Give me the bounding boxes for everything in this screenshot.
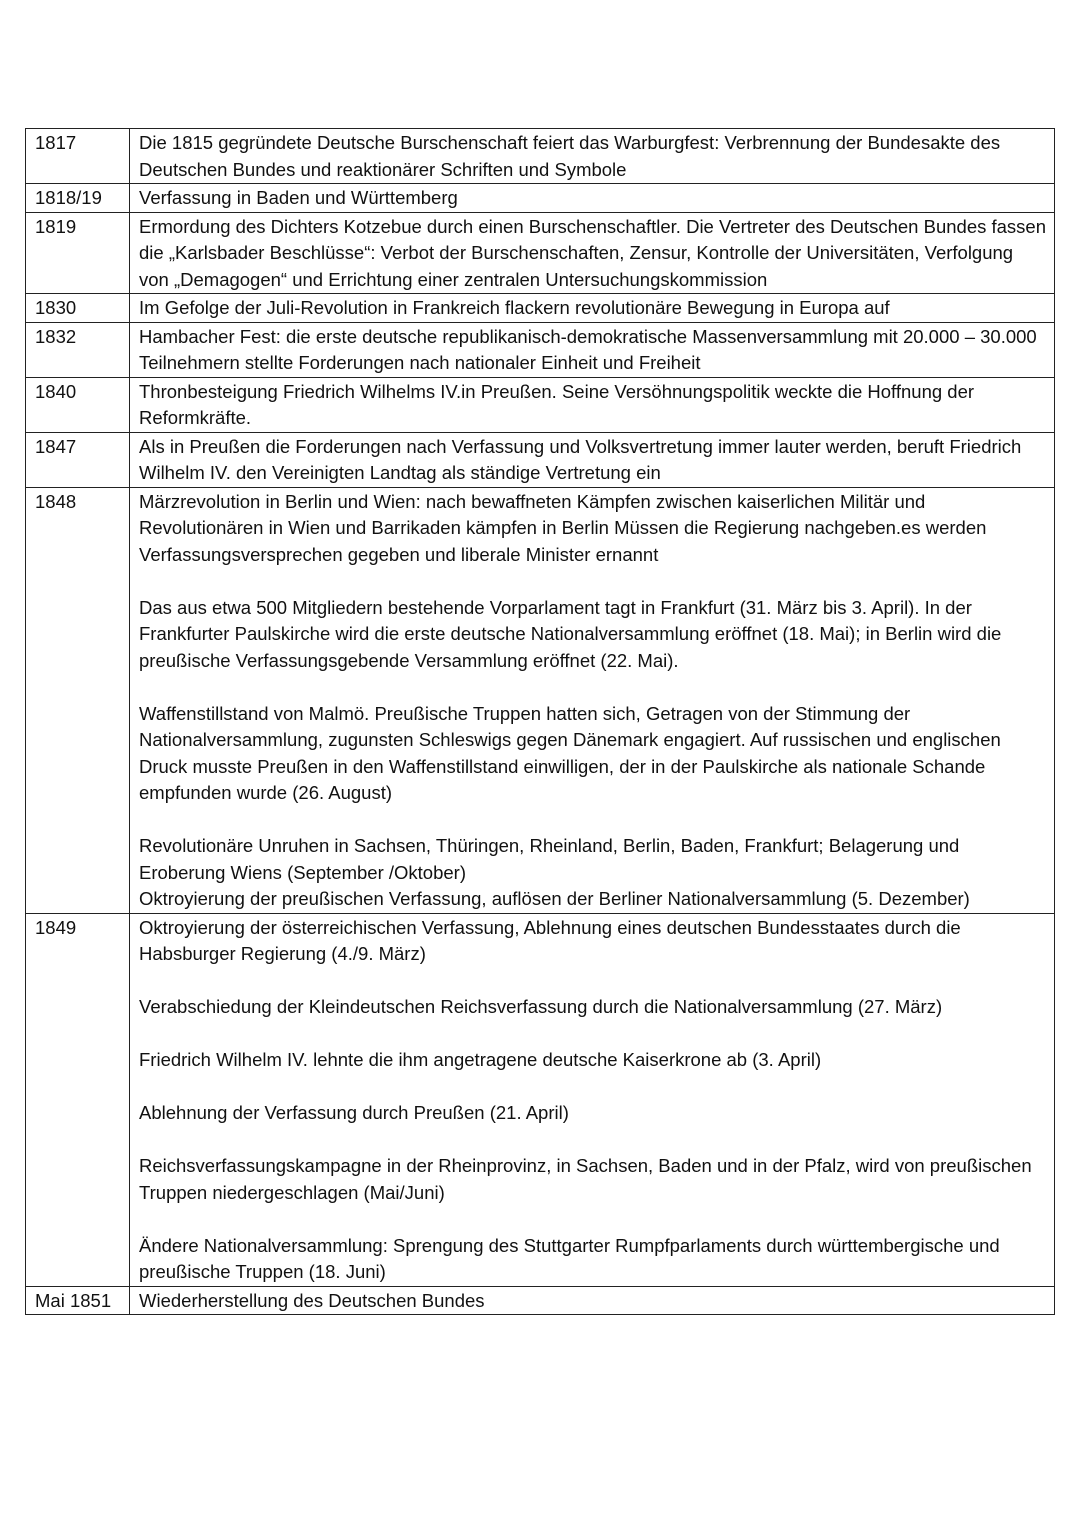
- event-cell: [130, 294, 1055, 323]
- event-text: Hambacher Fest: die erste deutsche republikanisch-demokratische Massenversammlung mit 20.000 – 30.000 Teilnehmern stellte Forderungen nach nationaler Einheit und Freiheit: [139, 325, 1037, 373]
- event-text: Die 1815 gegründete Deutsche Burschenschaft feiert das Warburgfest: Verbrennung der Bundesakte des Deutschen Bundes und reaktionärer Schriften und Symbole: [139, 132, 1001, 180]
- event-text: Ermordung des Dichters Kotzebue durch einen Burschenschaftler. Die Vertreter des Deutschen Bundes fassen die „Karlsbader Beschlüsse“: Verbot der Burschenschaften, Zensur, Kontrolle der Universitäten, Verfolgung von „Demagogen“ und Errichtung einer zentralen Untersuchungskommission: [139, 215, 1047, 290]
- event-cell: [130, 913, 1055, 1286]
- event-text: Märzrevolution in Berlin und Wien: nach bewaffneten Kämpfen zwischen kaiserlichen Militär und Revolutionären in Wien und Barrikaden kämpfen in Berlin Müssen die Regierung nachgeben.es werden Verfassungsversprechen gegeben und liberale Minister ernannt: [139, 490, 987, 565]
- event-text: Das aus etwa 500 Mitgliedern bestehende Vorparlament tagt in Frankfurt (31. März bis 3. April). In der Frankfurter Paulskirche wird die erste deutsche Nationalversammlung eröffnet (18. Mai); in Berlin wird die preußische Verfassungsgebende Versammlung eröffnet (22. Mai).: [139, 596, 1002, 671]
- year-cell: 1830: [26, 294, 130, 323]
- event-text: Ändere Nationalversammlung: Sprengung des Stuttgarter Rumpfparlaments durch württembergische und preußische Truppen (18. Juni): [139, 1234, 1000, 1282]
- timeline-row: [26, 294, 1055, 323]
- timeline-row: [26, 432, 1055, 487]
- year-cell: 1817: [26, 129, 130, 184]
- event-text: Waffenstillstand von Malmö. Preußische Truppen hatten sich, Getragen von der Stimmung der Nationalversammlung, zugunsten Schleswigs gegen Dänemark engagiert. Auf russischen und englischen Druck musste Preußen in den Waffenstillstand einwilligen, der in der Paulskirche als nationale Schande empfunden wurde (26. August): [139, 702, 1001, 803]
- timeline-row: [26, 322, 1055, 377]
- timeline-row: [26, 913, 1055, 1286]
- event-text: Reichsverfassungskampagne in der Rheinprovinz, in Sachsen, Baden und in der Pfalz, wird von preußischen Truppen niedergeschlagen (Mai/Juni): [139, 1155, 1032, 1203]
- event-cell: [130, 377, 1055, 432]
- timeline-row: [26, 377, 1055, 432]
- event-text: Verfassung in Baden und Württemberg: [139, 187, 458, 208]
- event-cell: [130, 432, 1055, 487]
- event-text: Verabschiedung der Kleindeutschen Reichsverfassung durch die Nationalversammlung (27. März): [139, 996, 943, 1017]
- year-cell: Mai 1851: [26, 1286, 130, 1315]
- event-cell: [130, 184, 1055, 213]
- event-cell: [130, 1286, 1055, 1315]
- event-text: Revolutionäre Unruhen in Sachsen, Thüringen, Rheinland, Berlin, Baden, Frankfurt; Belagerung und Eroberung Wiens (September /Oktober): [139, 835, 960, 883]
- timeline-body: [26, 129, 1055, 1315]
- year-cell: 1832: [26, 322, 130, 377]
- event-cell: [130, 322, 1055, 377]
- event-text: Ablehnung der Verfassung durch Preußen (21. April): [139, 1102, 569, 1123]
- event-text: Oktroyierung der österreichischen Verfassung, Ablehnung eines deutschen Bundesstaates durch die Habsburger Regierung (4./9. März): [139, 916, 961, 964]
- year-cell: 1818/19: [26, 184, 130, 213]
- event-text: Thronbesteigung Friedrich Wilhelms IV.in Preußen. Seine Versöhnungspolitik weckte die Hoffnung der Reformkräfte.: [139, 380, 975, 428]
- timeline-row: [26, 1286, 1055, 1315]
- event-text: Im Gefolge der Juli-Revolution in Frankreich flackern revolutionäre Bewegung in Europa auf: [139, 297, 890, 318]
- event-text: Als in Preußen die Forderungen nach Verfassung und Volksvertretung immer lauter werden, beruft Friedrich Wilhelm IV. den Vereinigten Landtag als ständige Vertretung ein: [139, 435, 1022, 483]
- event-cell: [130, 487, 1055, 913]
- event-text: Oktroyierung der preußischen Verfassung, auflösen der Berliner Nationalversammlung (5. Dezember): [139, 888, 970, 909]
- timeline-row: [26, 487, 1055, 913]
- year-cell: 1849: [26, 913, 130, 1286]
- year-cell: 1848: [26, 487, 130, 913]
- year-cell: 1847: [26, 432, 130, 487]
- timeline-table: [25, 128, 1055, 1315]
- year-cell: 1840: [26, 377, 130, 432]
- event-text: Friedrich Wilhelm IV. lehnte die ihm angetragene deutsche Kaiserkrone ab (3. April): [139, 1049, 822, 1070]
- timeline-row: [26, 184, 1055, 213]
- event-text: Wiederherstellung des Deutschen Bundes: [139, 1289, 485, 1311]
- event-cell: [130, 212, 1055, 294]
- document-page: [25, 128, 1055, 1315]
- event-cell: [130, 129, 1055, 184]
- timeline-row: [26, 129, 1055, 184]
- year-cell: 1819: [26, 212, 130, 294]
- timeline-row: [26, 212, 1055, 294]
